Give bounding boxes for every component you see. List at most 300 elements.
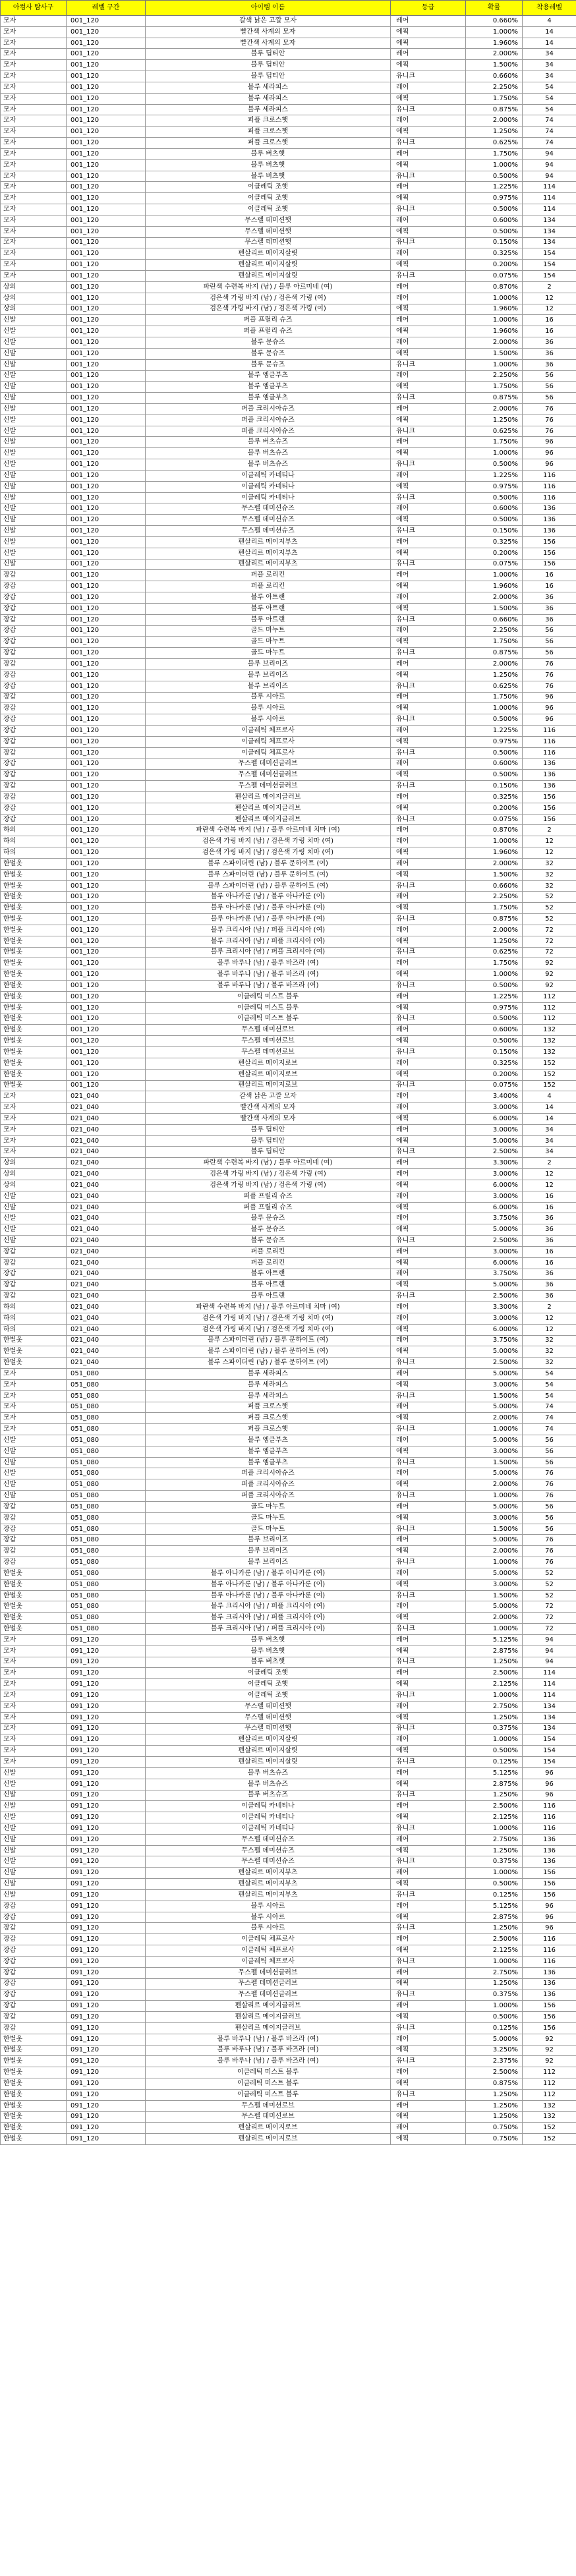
cell-item-name: 펜살리르 메이지부츠 <box>146 1889 391 1901</box>
cell-level-range: 091_120 <box>67 1657 146 1668</box>
cell-item-name: 빨간색 사계의 모자 <box>146 1113 391 1124</box>
cell-wear-level: 56 <box>523 393 576 404</box>
cell-level-range: 001_120 <box>67 869 146 880</box>
cell-probability: 5.000% <box>466 1535 523 1546</box>
cell-level-range: 021_040 <box>67 1224 146 1236</box>
cell-wear-level: 14 <box>523 26 576 38</box>
cell-probability: 0.660% <box>466 71 523 82</box>
cell-level-range: 001_120 <box>67 858 146 869</box>
cell-probability: 0.660% <box>466 16 523 27</box>
cell-level-range: 091_120 <box>67 2089 146 2100</box>
cell-grade: 에픽 <box>391 193 466 204</box>
cell-probability: 1.750% <box>466 437 523 448</box>
cell-wear-level: 16 <box>523 326 576 337</box>
cell-item-name: 블루 아나카룬 (남) / 블루 아나카룬 (여) <box>146 914 391 925</box>
cell-level-range: 001_120 <box>67 237 146 248</box>
cell-category: 모자 <box>1 1390 67 1402</box>
cell-category: 신발 <box>1 326 67 337</box>
header-item-name: 아이템 이름 <box>146 1 391 16</box>
header-grade: 등급 <box>391 1 466 16</box>
cell-grade: 레어 <box>391 1901 466 1912</box>
table-row <box>1 681 576 692</box>
cell-wear-level: 2 <box>523 1302 576 1313</box>
cell-level-range: 091_120 <box>67 1646 146 1657</box>
cell-grade: 레어 <box>391 1313 466 1324</box>
cell-item-name: 블루 바루나 (남) / 블루 바즈라 (여) <box>146 969 391 981</box>
cell-category: 신발 <box>1 1767 67 1779</box>
table-row <box>1 1291 576 1302</box>
cell-level-range: 051_080 <box>67 1546 146 1557</box>
cell-level-range: 001_120 <box>67 592 146 604</box>
cell-item-name: 블루 세라피스 <box>146 82 391 93</box>
cell-category: 장갑 <box>1 1557 67 1568</box>
cell-probability: 1.750% <box>466 382 523 393</box>
table-row <box>1 1557 576 1568</box>
cell-probability: 2.500% <box>466 1668 523 1679</box>
cell-probability: 1.250% <box>466 2100 523 2111</box>
cell-probability: 1.000% <box>466 1624 523 1635</box>
table-row <box>1 814 576 825</box>
table-row <box>1 104 576 115</box>
table-row <box>1 1501 576 1512</box>
cell-probability: 5.000% <box>466 1568 523 1579</box>
cell-grade: 에픽 <box>391 603 466 614</box>
cell-probability: 1.500% <box>466 348 523 359</box>
table-row <box>1 1535 576 1546</box>
cell-grade: 유니크 <box>391 747 466 758</box>
cell-category: 한벌옷 <box>1 947 67 958</box>
cell-category: 장갑 <box>1 670 67 681</box>
table-row <box>1 415 576 426</box>
cell-category: 상의 <box>1 1169 67 1180</box>
cell-category: 모자 <box>1 82 67 93</box>
cell-category: 신발 <box>1 481 67 492</box>
cell-grade: 에픽 <box>391 936 466 947</box>
cell-probability: 0.075% <box>466 559 523 570</box>
cell-item-name: 퍼플 크리시아슈즈 <box>146 415 391 426</box>
cell-item-name: 무스펠 데미션슈즈 <box>146 1834 391 1845</box>
table-row <box>1 1923 576 1934</box>
cell-wear-level: 74 <box>523 1424 576 1435</box>
cell-wear-level: 132 <box>523 1025 576 1036</box>
cell-probability: 1.250% <box>466 936 523 947</box>
cell-item-name: 블루 아나카룬 (남) / 블루 아나카룬 (여) <box>146 1579 391 1590</box>
cell-probability: 1.000% <box>466 969 523 981</box>
table-row <box>1 1945 576 1957</box>
cell-item-name: 무스펠 데미션로브 <box>146 1025 391 1036</box>
cell-probability: 2.250% <box>466 625 523 637</box>
table-row <box>1 736 576 747</box>
cell-probability: 0.375% <box>466 1989 523 2001</box>
cell-item-name: 블루 엠클부츠 <box>146 393 391 404</box>
cell-level-range: 001_120 <box>67 193 146 204</box>
cell-level-range: 001_120 <box>67 171 146 182</box>
cell-wear-level: 36 <box>523 592 576 604</box>
cell-grade: 레어 <box>391 1934 466 1945</box>
cell-category: 한벌옷 <box>1 1346 67 1358</box>
cell-probability: 1.750% <box>466 903 523 914</box>
cell-level-range: 091_120 <box>67 1901 146 1912</box>
cell-level-range: 001_120 <box>67 814 146 825</box>
cell-grade: 에픽 <box>391 127 466 138</box>
cell-level-range: 001_120 <box>67 348 146 359</box>
cell-category: 한벌옷 <box>1 2111 67 2123</box>
cell-grade: 레어 <box>391 1701 466 1712</box>
cell-level-range: 001_120 <box>67 758 146 770</box>
cell-probability: 2.125% <box>466 1945 523 1957</box>
cell-wear-level: 72 <box>523 1601 576 1613</box>
cell-grade: 에픽 <box>391 1069 466 1080</box>
cell-wear-level: 116 <box>523 1934 576 1945</box>
cell-grade: 레어 <box>391 925 466 936</box>
cell-grade: 에픽 <box>391 1202 466 1213</box>
cell-probability: 2.000% <box>466 49 523 60</box>
cell-wear-level: 54 <box>523 1390 576 1402</box>
cell-probability: 2.500% <box>466 1291 523 1302</box>
cell-grade: 유니크 <box>391 1014 466 1025</box>
cell-probability: 0.325% <box>466 248 523 260</box>
table-row <box>1 1169 576 1180</box>
cell-item-name: 블루 딥티안 <box>146 1135 391 1147</box>
cell-probability: 0.500% <box>466 492 523 503</box>
cell-grade: 레어 <box>391 892 466 903</box>
cell-wear-level: 34 <box>523 1124 576 1135</box>
cell-item-name: 블루 시아르 <box>146 1923 391 1934</box>
cell-wear-level: 116 <box>523 1823 576 1834</box>
cell-level-range: 051_080 <box>67 1369 146 1380</box>
cell-grade: 에픽 <box>391 2045 466 2056</box>
cell-wear-level: 92 <box>523 958 576 969</box>
cell-item-name: 무스펠 데미션글러브 <box>146 1989 391 2001</box>
cell-wear-level: 94 <box>523 1634 576 1646</box>
cell-probability: 1.000% <box>466 1823 523 1834</box>
cell-category: 장갑 <box>1 570 67 581</box>
cell-grade: 유니크 <box>391 1624 466 1635</box>
cell-category: 하의 <box>1 836 67 847</box>
cell-level-range: 051_080 <box>67 1491 146 1502</box>
cell-level-range: 051_080 <box>67 1479 146 1491</box>
cell-wear-level: 36 <box>523 337 576 349</box>
cell-grade: 레어 <box>391 315 466 326</box>
cell-category: 신발 <box>1 470 67 481</box>
cell-wear-level: 16 <box>523 1191 576 1202</box>
cell-level-range: 051_080 <box>67 1424 146 1435</box>
cell-wear-level: 16 <box>523 315 576 326</box>
cell-item-name: 퍼플 크리시아슈즈 <box>146 1468 391 1479</box>
cell-probability: 0.600% <box>466 503 523 515</box>
cell-item-name: 무스펠 데미션슈즈 <box>146 515 391 526</box>
cell-level-range: 051_080 <box>67 1457 146 1468</box>
cell-probability: 1.000% <box>466 836 523 847</box>
cell-wear-level: 136 <box>523 770 576 781</box>
cell-grade: 에픽 <box>391 260 466 271</box>
cell-grade: 레어 <box>391 1634 466 1646</box>
cell-item-name: 검은색 가링 바지 (남) / 검은색 가링 치마 (여) <box>146 836 391 847</box>
cell-category: 모자 <box>1 115 67 127</box>
cell-probability: 3.750% <box>466 1335 523 1346</box>
cell-item-name: 퍼플 크로스햇 <box>146 115 391 127</box>
cell-level-range: 001_120 <box>67 770 146 781</box>
cell-probability: 2.000% <box>466 659 523 670</box>
cell-grade: 레어 <box>391 1124 466 1135</box>
cell-level-range: 001_120 <box>67 393 146 404</box>
cell-category: 신발 <box>1 337 67 349</box>
cell-item-name: 골드 마누트 <box>146 1524 391 1535</box>
cell-probability: 1.000% <box>466 703 523 714</box>
cell-wear-level: 74 <box>523 1402 576 1413</box>
cell-probability: 1.500% <box>466 1390 523 1402</box>
table-row <box>1 1590 576 1601</box>
cell-category: 하의 <box>1 1313 67 1324</box>
cell-wear-level: 132 <box>523 1036 576 1047</box>
cell-grade: 에픽 <box>391 415 466 426</box>
table-row <box>1 1690 576 1702</box>
cell-probability: 5.125% <box>466 1767 523 1779</box>
cell-item-name: 펜살리르 메이지글러브 <box>146 814 391 825</box>
cell-grade: 에픽 <box>391 1546 466 1557</box>
cell-category: 모자 <box>1 226 67 237</box>
table-row <box>1 115 576 127</box>
table-row <box>1 2022 576 2034</box>
cell-grade: 유니크 <box>391 614 466 625</box>
table-row <box>1 437 576 448</box>
cell-grade: 에픽 <box>391 1224 466 1236</box>
cell-grade: 유니크 <box>391 459 466 471</box>
cell-grade: 레어 <box>391 2001 466 2012</box>
cell-grade: 레어 <box>391 293 466 304</box>
cell-level-range: 091_120 <box>67 1956 146 1967</box>
cell-probability: 1.250% <box>466 670 523 681</box>
cell-level-range: 021_040 <box>67 1358 146 1369</box>
table-row <box>1 304 576 315</box>
table-row <box>1 182 576 193</box>
cell-wear-level: 116 <box>523 1956 576 1967</box>
cell-item-name: 이클레틱 카네티나 <box>146 1823 391 1834</box>
cell-item-name: 퍼플 로리킨 <box>146 1257 391 1269</box>
cell-item-name: 펜살리르 메이지글러브 <box>146 2012 391 2023</box>
cell-probability: 0.875% <box>466 914 523 925</box>
cell-item-name: 펜살리르 메이지부츠 <box>146 559 391 570</box>
cell-wear-level: 116 <box>523 1945 576 1957</box>
table-row <box>1 393 576 404</box>
cell-level-range: 001_120 <box>67 703 146 714</box>
cell-grade: 에픽 <box>391 2012 466 2023</box>
table-row <box>1 1413 576 1424</box>
cell-item-name: 무스펠 데미션슈즈 <box>146 503 391 515</box>
cell-item-name: 이클레틱 미스트 블루 <box>146 1002 391 1014</box>
cell-item-name: 이클레틱 체프로사 <box>146 1956 391 1967</box>
cell-probability: 3.000% <box>466 1246 523 1257</box>
cell-wear-level: 134 <box>523 1712 576 1723</box>
cell-probability: 1.750% <box>466 148 523 159</box>
cell-wear-level: 76 <box>523 426 576 437</box>
cell-category: 장갑 <box>1 814 67 825</box>
cell-grade: 에픽 <box>391 159 466 171</box>
cell-probability: 1.250% <box>466 1978 523 1989</box>
cell-grade: 레어 <box>391 1025 466 1036</box>
cell-item-name: 블루 문슈즈 <box>146 348 391 359</box>
cell-level-range: 091_120 <box>67 1690 146 1702</box>
cell-wear-level: 32 <box>523 1335 576 1346</box>
cell-probability: 1.000% <box>466 2001 523 2012</box>
cell-probability: 2.750% <box>466 1701 523 1712</box>
cell-grade: 레어 <box>391 1102 466 1114</box>
cell-category: 한벌옷 <box>1 1601 67 1613</box>
cell-grade: 유니크 <box>391 981 466 992</box>
cell-wear-level: 2 <box>523 281 576 293</box>
cell-grade: 레어 <box>391 659 466 670</box>
cell-probability: 3.000% <box>466 1446 523 1457</box>
cell-category: 장갑 <box>1 1912 67 1923</box>
cell-probability: 0.625% <box>466 681 523 692</box>
cell-item-name: 블루 엠클부츠 <box>146 382 391 393</box>
cell-grade: 레어 <box>391 1568 466 1579</box>
cell-grade: 유니크 <box>391 237 466 248</box>
cell-category: 장갑 <box>1 714 67 726</box>
cell-grade: 레어 <box>391 536 466 548</box>
cell-item-name: 블루 크리시아 (남) / 퍼플 크리시아 (여) <box>146 947 391 958</box>
cell-item-name: 검은색 가링 바지 (남) / 검은색 가링 치마 (여) <box>146 1313 391 1324</box>
table-row <box>1 1302 576 1313</box>
table-row <box>1 1080 576 1091</box>
cell-item-name: 빨간색 사계의 모자 <box>146 38 391 49</box>
cell-grade: 유니크 <box>391 2022 466 2034</box>
table-row <box>1 1147 576 1158</box>
cell-category: 신발 <box>1 1236 67 1247</box>
table-row <box>1 803 576 814</box>
table-row <box>1 1491 576 1502</box>
cell-wear-level: 16 <box>523 1257 576 1269</box>
cell-item-name: 무스펠 데미션햇 <box>146 226 391 237</box>
cell-wear-level: 134 <box>523 1723 576 1734</box>
cell-level-range: 021_040 <box>67 1313 146 1324</box>
cell-level-range: 091_120 <box>67 1889 146 1901</box>
cell-wear-level: 94 <box>523 171 576 182</box>
cell-wear-level: 14 <box>523 1102 576 1114</box>
cell-wear-level: 2 <box>523 825 576 836</box>
cell-category: 장갑 <box>1 1901 67 1912</box>
cell-level-range: 001_120 <box>67 138 146 149</box>
cell-probability: 0.200% <box>466 1069 523 1080</box>
cell-probability: 0.125% <box>466 1757 523 1768</box>
cell-category: 모자 <box>1 1102 67 1114</box>
cell-wear-level: 36 <box>523 1269 576 1280</box>
table-row <box>1 892 576 903</box>
table-row <box>1 1402 576 1413</box>
cell-grade: 유니크 <box>391 559 466 570</box>
cell-probability: 5.000% <box>466 1402 523 1413</box>
table-row <box>1 847 576 859</box>
cell-category: 신발 <box>1 1790 67 1801</box>
cell-probability: 1.750% <box>466 958 523 969</box>
cell-wear-level: 156 <box>523 2022 576 2034</box>
cell-grade: 레어 <box>391 1335 466 1346</box>
table-row <box>1 614 576 625</box>
cell-wear-level: 112 <box>523 2078 576 2090</box>
table-row <box>1 592 576 604</box>
cell-grade: 레어 <box>391 1868 466 1879</box>
table-row <box>1 903 576 914</box>
cell-level-range: 001_120 <box>67 637 146 648</box>
cell-category: 신발 <box>1 1834 67 1845</box>
cell-level-range: 091_120 <box>67 1812 146 1823</box>
cell-grade: 에픽 <box>391 1036 466 1047</box>
table-row <box>1 2034 576 2045</box>
cell-level-range: 001_120 <box>67 969 146 981</box>
cell-item-name: 펜살리르 메이지로브 <box>146 1069 391 1080</box>
table-row <box>1 880 576 892</box>
cell-item-name: 블루 아트랜 <box>146 1280 391 1291</box>
cell-level-range: 001_120 <box>67 603 146 614</box>
cell-grade: 유니크 <box>391 1757 466 1768</box>
cell-category: 한벌옷 <box>1 1047 67 1058</box>
cell-wear-level: 136 <box>523 1845 576 1856</box>
header-row <box>1 1 576 16</box>
cell-item-name: 퍼플 로리킨 <box>146 570 391 581</box>
cell-level-range: 091_120 <box>67 1834 146 1845</box>
cell-level-range: 051_080 <box>67 1501 146 1512</box>
cell-level-range: 001_120 <box>67 1069 146 1080</box>
cell-level-range: 091_120 <box>67 1767 146 1779</box>
cell-grade: 유니크 <box>391 1823 466 1834</box>
table-row <box>1 226 576 237</box>
cell-level-range: 091_120 <box>67 2012 146 2023</box>
cell-wear-level: 36 <box>523 603 576 614</box>
cell-probability: 1.000% <box>466 1557 523 1568</box>
cell-grade: 레어 <box>391 403 466 415</box>
cell-item-name: 블루 세라피스 <box>146 93 391 104</box>
cell-level-range: 001_120 <box>67 681 146 692</box>
cell-grade: 에픽 <box>391 38 466 49</box>
cell-item-name: 블루 버츠슈즈 <box>146 1767 391 1779</box>
cell-category: 한벌옷 <box>1 936 67 947</box>
table-row <box>1 481 576 492</box>
cell-grade: 레어 <box>391 858 466 869</box>
cell-grade: 레어 <box>391 337 466 349</box>
cell-wear-level: 16 <box>523 570 576 581</box>
cell-level-range: 001_120 <box>67 726 146 737</box>
cell-probability: 5.125% <box>466 1901 523 1912</box>
cell-category: 모자 <box>1 204 67 215</box>
cell-grade: 유니크 <box>391 1956 466 1967</box>
cell-category: 장갑 <box>1 637 67 648</box>
cell-wear-level: 116 <box>523 1812 576 1823</box>
table-row <box>1 127 576 138</box>
cell-level-range: 001_120 <box>67 981 146 992</box>
cell-level-range: 051_080 <box>67 1535 146 1546</box>
cell-category: 모자 <box>1 1690 67 1702</box>
cell-level-range: 021_040 <box>67 1169 146 1180</box>
cell-probability: 0.500% <box>466 747 523 758</box>
cell-item-name: 블루 문슈즈 <box>146 1236 391 1247</box>
cell-probability: 2.000% <box>466 403 523 415</box>
table-row <box>1 1767 576 1779</box>
cell-grade: 에픽 <box>391 60 466 71</box>
cell-grade: 레어 <box>391 16 466 27</box>
cell-level-range: 001_120 <box>67 71 146 82</box>
cell-item-name: 무스펠 데미션슈즈 <box>146 1856 391 1868</box>
cell-wear-level: 114 <box>523 193 576 204</box>
cell-level-range: 051_080 <box>67 1579 146 1590</box>
cell-wear-level: 52 <box>523 1568 576 1579</box>
cell-level-range: 051_080 <box>67 1624 146 1635</box>
cell-grade: 에픽 <box>391 1324 466 1335</box>
cell-probability: 5.125% <box>466 1634 523 1646</box>
cell-category: 모자 <box>1 1379 67 1390</box>
cell-item-name: 블루 버츠햇 <box>146 171 391 182</box>
cell-probability: 0.600% <box>466 1025 523 1036</box>
cell-grade: 유니크 <box>391 1790 466 1801</box>
